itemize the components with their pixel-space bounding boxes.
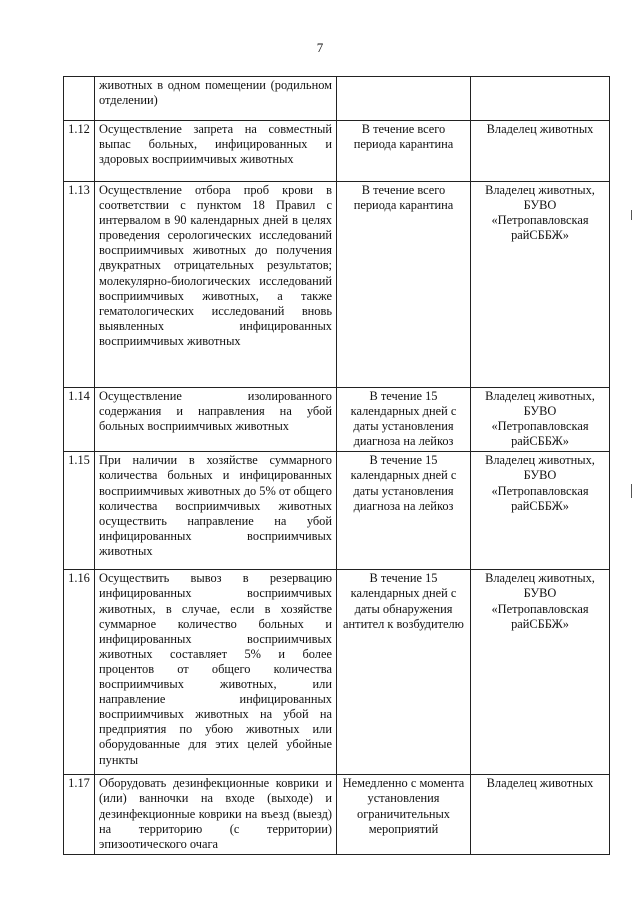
- row-action: Осуществить вывоз в резервацию инфицированных восприимчивых животных, в случае, если в хозяйстве суммарное количество больных и инфицированных восприимчивых животных составляет 5% и более процентов от общего количества восприимчивых животных, или направление инфицированных восприимчивых животных на убой на предприятия по убою животных или оборудованные для этих целей убойные пункты: [95, 570, 337, 775]
- row-number: 1.16: [64, 570, 95, 775]
- row-action: При наличии в хозяйстве суммарного количества больных и инфицированных восприимчивых животных до 5% от общего количества восприимчивых животных осуществить направление на убой инфицированных восприимчивых животных: [95, 452, 337, 570]
- table-row: [64, 182, 610, 388]
- row-term: Немедленно с момента установления ограничительных мероприятий: [337, 775, 471, 855]
- row-responsible: Владелец животных: [471, 121, 610, 182]
- table-row: [64, 77, 610, 121]
- table-body: [64, 77, 610, 855]
- row-responsible: Владелец животных, БУВО «Петропавловская райСББЖ»: [471, 388, 610, 452]
- scan-mark: [631, 210, 632, 220]
- table-row: [64, 388, 610, 452]
- table-row: [64, 121, 610, 182]
- row-action: Осуществление изолированного содержания и направления на убой больных восприимчивых животных: [95, 388, 337, 452]
- row-action: животных в одном помещении (родильном отделении): [95, 77, 337, 121]
- row-term: В течение всего периода карантина: [337, 182, 471, 388]
- row-term: В течение 15 календарных дней с даты обнаружения антител к возбудителю: [337, 570, 471, 775]
- row-number: [64, 77, 95, 121]
- page-number: 7: [316, 40, 324, 55]
- row-term: В течение всего периода карантина: [337, 121, 471, 182]
- measures-table: [63, 76, 610, 855]
- row-term: В течение 15 календарных дней с даты установления диагноза на лейкоз: [337, 388, 471, 452]
- row-action: Осуществление отбора проб крови в соответствии с пунктом 18 Правил с интервалом в 90 календарных дней в целях проведения серологических исследований восприимчивых животных до получения двукратных отрицательных результатов; молекулярно-биологических исследований восприимчивых животных, а также гематологических исследований вновь выявленных инфицированных восприимчивых животных: [95, 182, 337, 388]
- table-row: [64, 452, 610, 570]
- row-responsible: Владелец животных, БУВО «Петропавловская райСББЖ»: [471, 182, 610, 388]
- table-row: [64, 775, 610, 855]
- row-responsible: Владелец животных, БУВО «Петропавловская райСББЖ»: [471, 452, 610, 570]
- row-number: 1.15: [64, 452, 95, 570]
- row-responsible: [471, 77, 610, 121]
- row-responsible: Владелец животных, БУВО «Петропавловская райСББЖ»: [471, 570, 610, 775]
- scan-mark: [631, 484, 632, 498]
- row-number: 1.13: [64, 182, 95, 388]
- row-number: 1.12: [64, 121, 95, 182]
- row-number: 1.17: [64, 775, 95, 855]
- row-number: 1.14: [64, 388, 95, 452]
- row-term: В течение 15 календарных дней с даты установления диагноза на лейкоз: [337, 452, 471, 570]
- table-row: [64, 570, 610, 775]
- row-responsible: Владелец животных: [471, 775, 610, 855]
- row-term: [337, 77, 471, 121]
- row-action: Оборудовать дезинфекционные коврики и (или) ванночки на входе (выходе) и дезинфекционные коврики на въезд (выезд) на территорию (с территории) эпизоотического очага: [95, 775, 337, 855]
- row-action: Осуществление запрета на совместный выпас больных, инфицированных и здоровых восприимчивых животных: [95, 121, 337, 182]
